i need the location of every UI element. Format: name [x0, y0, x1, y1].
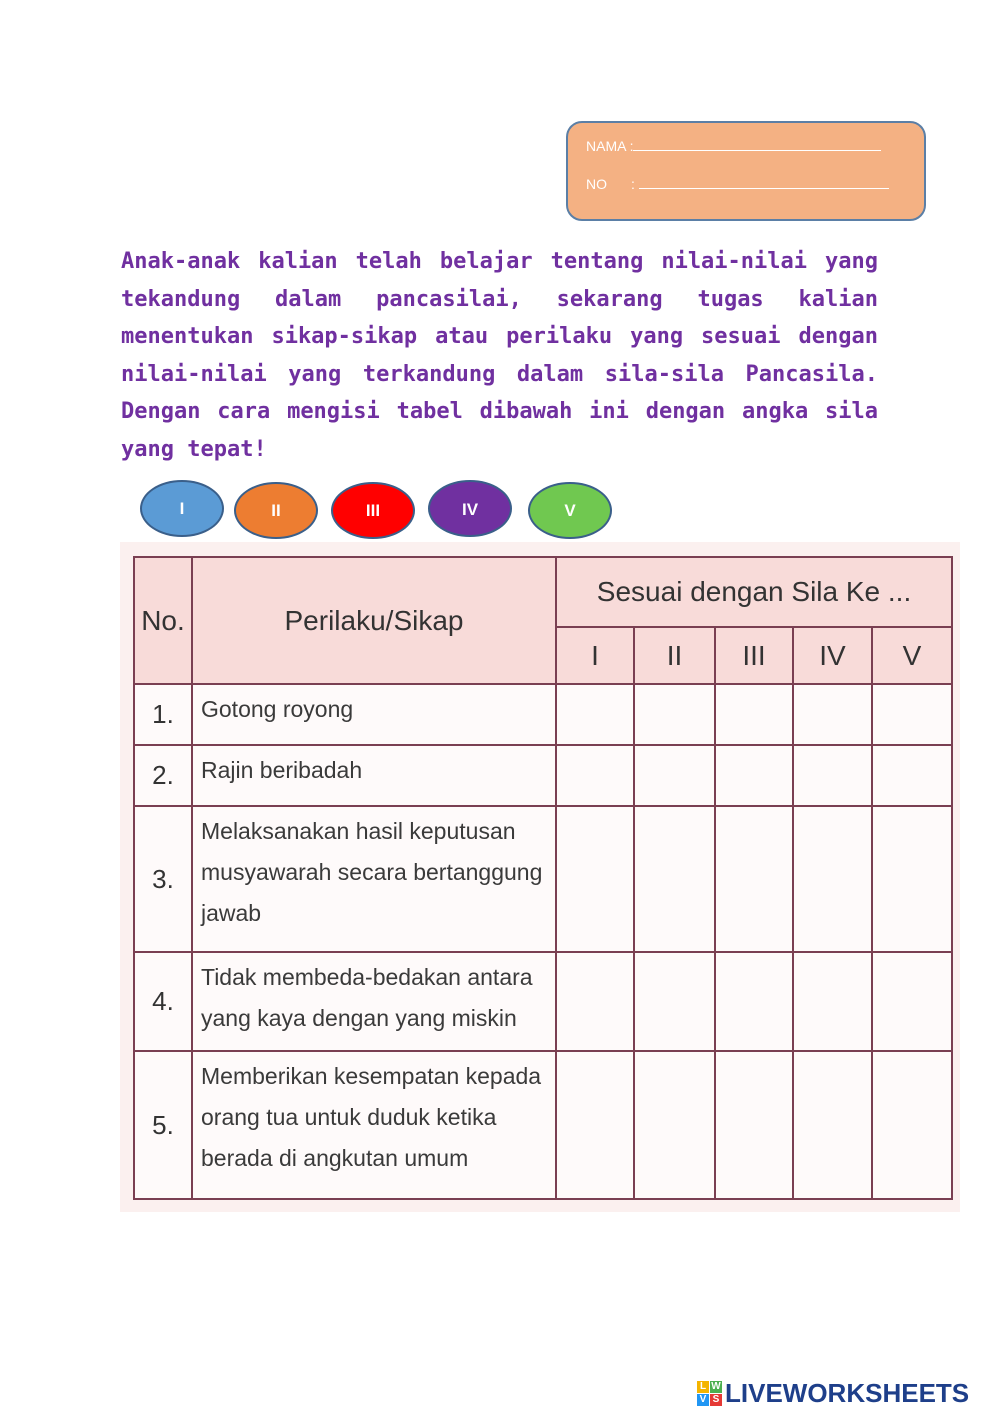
- sila-option-1[interactable]: I: [140, 480, 224, 537]
- answer-cell-sila-1[interactable]: [556, 684, 634, 745]
- logo-letter: S: [710, 1394, 722, 1406]
- row-behavior: Memberikan kesempatan kepada orang tua untuk duduk ketika berada di angkutan umum: [192, 1051, 556, 1199]
- table-row: [134, 745, 952, 806]
- row-behavior: Rajin beribadah: [192, 745, 556, 806]
- row-number: 2.: [134, 745, 192, 806]
- sila-option-3[interactable]: III: [331, 482, 415, 539]
- row-behavior: Tidak membeda-bedakan antara yang kaya dengan yang miskin: [192, 952, 556, 1051]
- answer-cell-sila-4[interactable]: [793, 952, 872, 1051]
- row-behavior: Melaksanakan hasil keputusan musyawarah secara bertanggung jawab: [192, 806, 556, 952]
- answer-cell-sila-1[interactable]: [556, 806, 634, 952]
- liveworksheets-brand[interactable]: [697, 1376, 969, 1410]
- answer-cell-sila-1[interactable]: [556, 1051, 634, 1199]
- answer-cell-sila-3[interactable]: [715, 1051, 793, 1199]
- header-sila-2: II: [634, 627, 715, 684]
- logo-letter: V: [697, 1394, 709, 1406]
- table-row: [134, 684, 952, 745]
- number-line: [586, 176, 889, 192]
- row-behavior: Gotong royong: [192, 684, 556, 745]
- answer-cell-sila-2[interactable]: [634, 745, 715, 806]
- answer-cell-sila-5[interactable]: [872, 745, 952, 806]
- answer-cell-sila-1[interactable]: [556, 745, 634, 806]
- brand-name: LIVEWORKSHEETS: [725, 1377, 970, 1408]
- answer-cell-sila-2[interactable]: [634, 952, 715, 1051]
- header-sila-5: V: [872, 627, 952, 684]
- answer-cell-sila-4[interactable]: [793, 806, 872, 952]
- answer-cell-sila-5[interactable]: [872, 806, 952, 952]
- answer-cell-sila-3[interactable]: [715, 745, 793, 806]
- answer-cell-sila-3[interactable]: [715, 806, 793, 952]
- answer-cell-sila-2[interactable]: [634, 684, 715, 745]
- liveworksheets-logo-icon: [697, 1381, 722, 1406]
- answer-cell-sila-2[interactable]: [634, 1051, 715, 1199]
- answer-cell-sila-4[interactable]: [793, 745, 872, 806]
- logo-letter: W: [711, 1381, 721, 1392]
- header-sila-3: III: [715, 627, 793, 684]
- answer-cell-sila-2[interactable]: [634, 806, 715, 952]
- sila-table: [133, 556, 953, 1200]
- header-no: No.: [134, 557, 192, 684]
- sila-option-5[interactable]: V: [528, 482, 612, 539]
- answer-cell-sila-4[interactable]: [793, 684, 872, 745]
- number-colon: :: [631, 176, 635, 192]
- header-sila-1: I: [556, 627, 634, 684]
- sila-option-2[interactable]: II: [234, 482, 318, 539]
- name-line: [586, 138, 881, 154]
- header-sesuai: Sesuai dengan Sila Ke ...: [556, 557, 952, 627]
- answer-cell-sila-5[interactable]: [872, 684, 952, 745]
- answer-cell-sila-5[interactable]: [872, 952, 952, 1051]
- answer-cell-sila-3[interactable]: [715, 684, 793, 745]
- logo-letter: L: [697, 1381, 709, 1393]
- answer-cell-sila-1[interactable]: [556, 952, 634, 1051]
- table-row: [134, 1051, 952, 1199]
- header-sila-4: IV: [793, 627, 872, 684]
- sila-option-4[interactable]: IV: [428, 480, 512, 537]
- name-input-blank[interactable]: [633, 138, 881, 151]
- sila-table-wrapper: [120, 542, 960, 1212]
- name-label: NAMA :: [586, 138, 634, 154]
- row-number: 3.: [134, 806, 192, 952]
- answer-cell-sila-3[interactable]: [715, 952, 793, 1051]
- answer-cell-sila-5[interactable]: [872, 1051, 952, 1199]
- instructions-text: Anak-anak kalian telah belajar tentang nilai-nilai yang tekandung dalam pancasilai, sekarang tugas kalian menentukan sikap-sikap atau perilaku yang sesuai dengan nilai-nilai yang terkandung dalam sila-sila Pancasila. Dengan cara mengisi tabel dibawah ini dengan angka sila yang tepat!: [121, 249, 878, 462]
- table-row: [134, 806, 952, 952]
- table-row: [134, 952, 952, 1051]
- row-number: 1.: [134, 684, 192, 745]
- student-info-box: [566, 121, 926, 221]
- number-label: NO: [586, 176, 607, 192]
- header-perilaku: Perilaku/Sikap: [192, 557, 556, 684]
- row-number: 5.: [134, 1051, 192, 1199]
- row-number: 4.: [134, 952, 192, 1051]
- answer-cell-sila-4[interactable]: [793, 1051, 872, 1199]
- number-input-blank[interactable]: [639, 176, 889, 189]
